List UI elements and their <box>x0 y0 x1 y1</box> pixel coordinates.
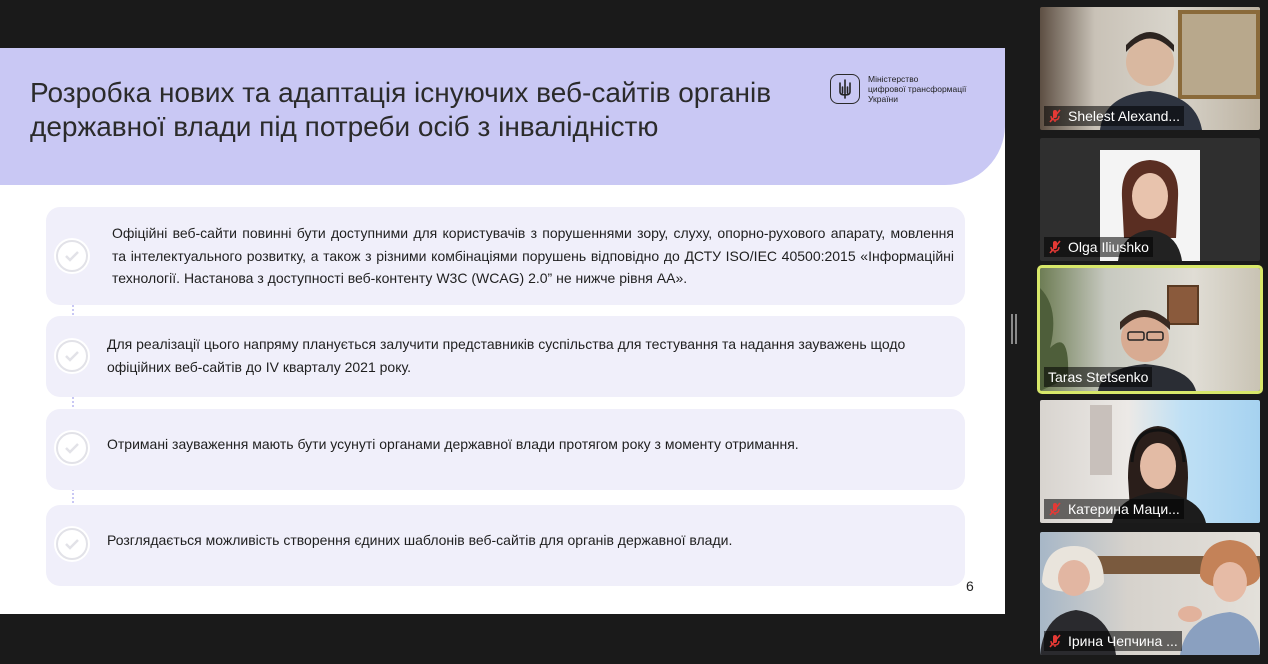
participant-name-label <box>1044 237 1153 257</box>
ministry-line-2: цифрової трансформації <box>868 84 967 94</box>
check-circle-icon <box>54 338 90 374</box>
shared-screen-slide <box>0 48 1005 614</box>
slide-item-text: Для реалізації цього напряму планується залучити представників суспільства для тестування та надання зауважень щодо офіційних веб-сайтів до IV кварталу 2021 року. <box>107 336 906 375</box>
slide-item-1 <box>46 207 965 305</box>
participant-video-tile[interactable] <box>1040 7 1260 130</box>
slide-item-text: Отримані зауваження мають бути усунуті органами державної влади протягом року з моменту отримання. <box>107 436 799 452</box>
slide-item-4 <box>46 505 965 586</box>
check-circle-icon <box>54 526 90 562</box>
slide-page-number: 6 <box>966 578 974 594</box>
participant-name: Ірина Чепчина ... <box>1068 633 1178 649</box>
microphone-muted-icon <box>1048 634 1062 648</box>
participant-video-tile-active-speaker[interactable] <box>1040 268 1260 391</box>
participant-name: Катерина Маци... <box>1068 501 1180 517</box>
check-circle-icon <box>54 238 90 274</box>
ministry-logo <box>830 74 988 104</box>
participant-video-tile[interactable] <box>1040 400 1260 523</box>
slide-item-2 <box>46 316 965 397</box>
participant-name-label <box>1044 499 1184 519</box>
participant-name-label <box>1044 367 1152 387</box>
participant-name-label <box>1044 631 1182 651</box>
slide-item-text: Офіційні веб-сайти повинні бути доступними для користувачів з порушеннями зору, слуху, опорно-рухового апарату, мовлення та інтелектуального розвитку, а також з різними комбінаціями порушень відповідно до ДСТУ ISO/IEC 40500:2015 «Інформаційні технології. Настанова з доступності веб-контенту W3C (WCAG) 2.0” не нижче рівня АА». <box>112 225 954 286</box>
microphone-muted-icon <box>1048 502 1062 516</box>
microphone-muted-icon <box>1048 240 1062 254</box>
participant-name: Shelest Alexand... <box>1068 108 1181 124</box>
participant-video-tile[interactable] <box>1040 532 1260 655</box>
participant-video-tile[interactable] <box>1040 138 1260 261</box>
resize-split-handle[interactable] <box>1011 314 1017 344</box>
ministry-name <box>868 74 988 104</box>
slide-title: Розробка нових та адаптація існуючих веб-сайтів органів державної влади під потреби осіб з інвалідністю <box>30 77 772 142</box>
microphone-muted-icon <box>1048 109 1062 123</box>
participant-name: Taras Stetsenko <box>1048 369 1149 385</box>
trident-emblem-icon <box>830 74 860 104</box>
check-circle-icon <box>54 430 90 466</box>
participant-name-label <box>1044 106 1184 126</box>
ministry-line-3: України <box>868 94 898 104</box>
participant-name: Olga Iliushko <box>1068 239 1149 255</box>
slide-item-3 <box>46 409 965 490</box>
slide-header <box>0 48 1005 185</box>
slide-item-text: Розглядається можливість створення єдиних шаблонів веб-сайтів для органів державної влади. <box>107 532 733 548</box>
ministry-line-1: Міністерство <box>868 74 919 84</box>
